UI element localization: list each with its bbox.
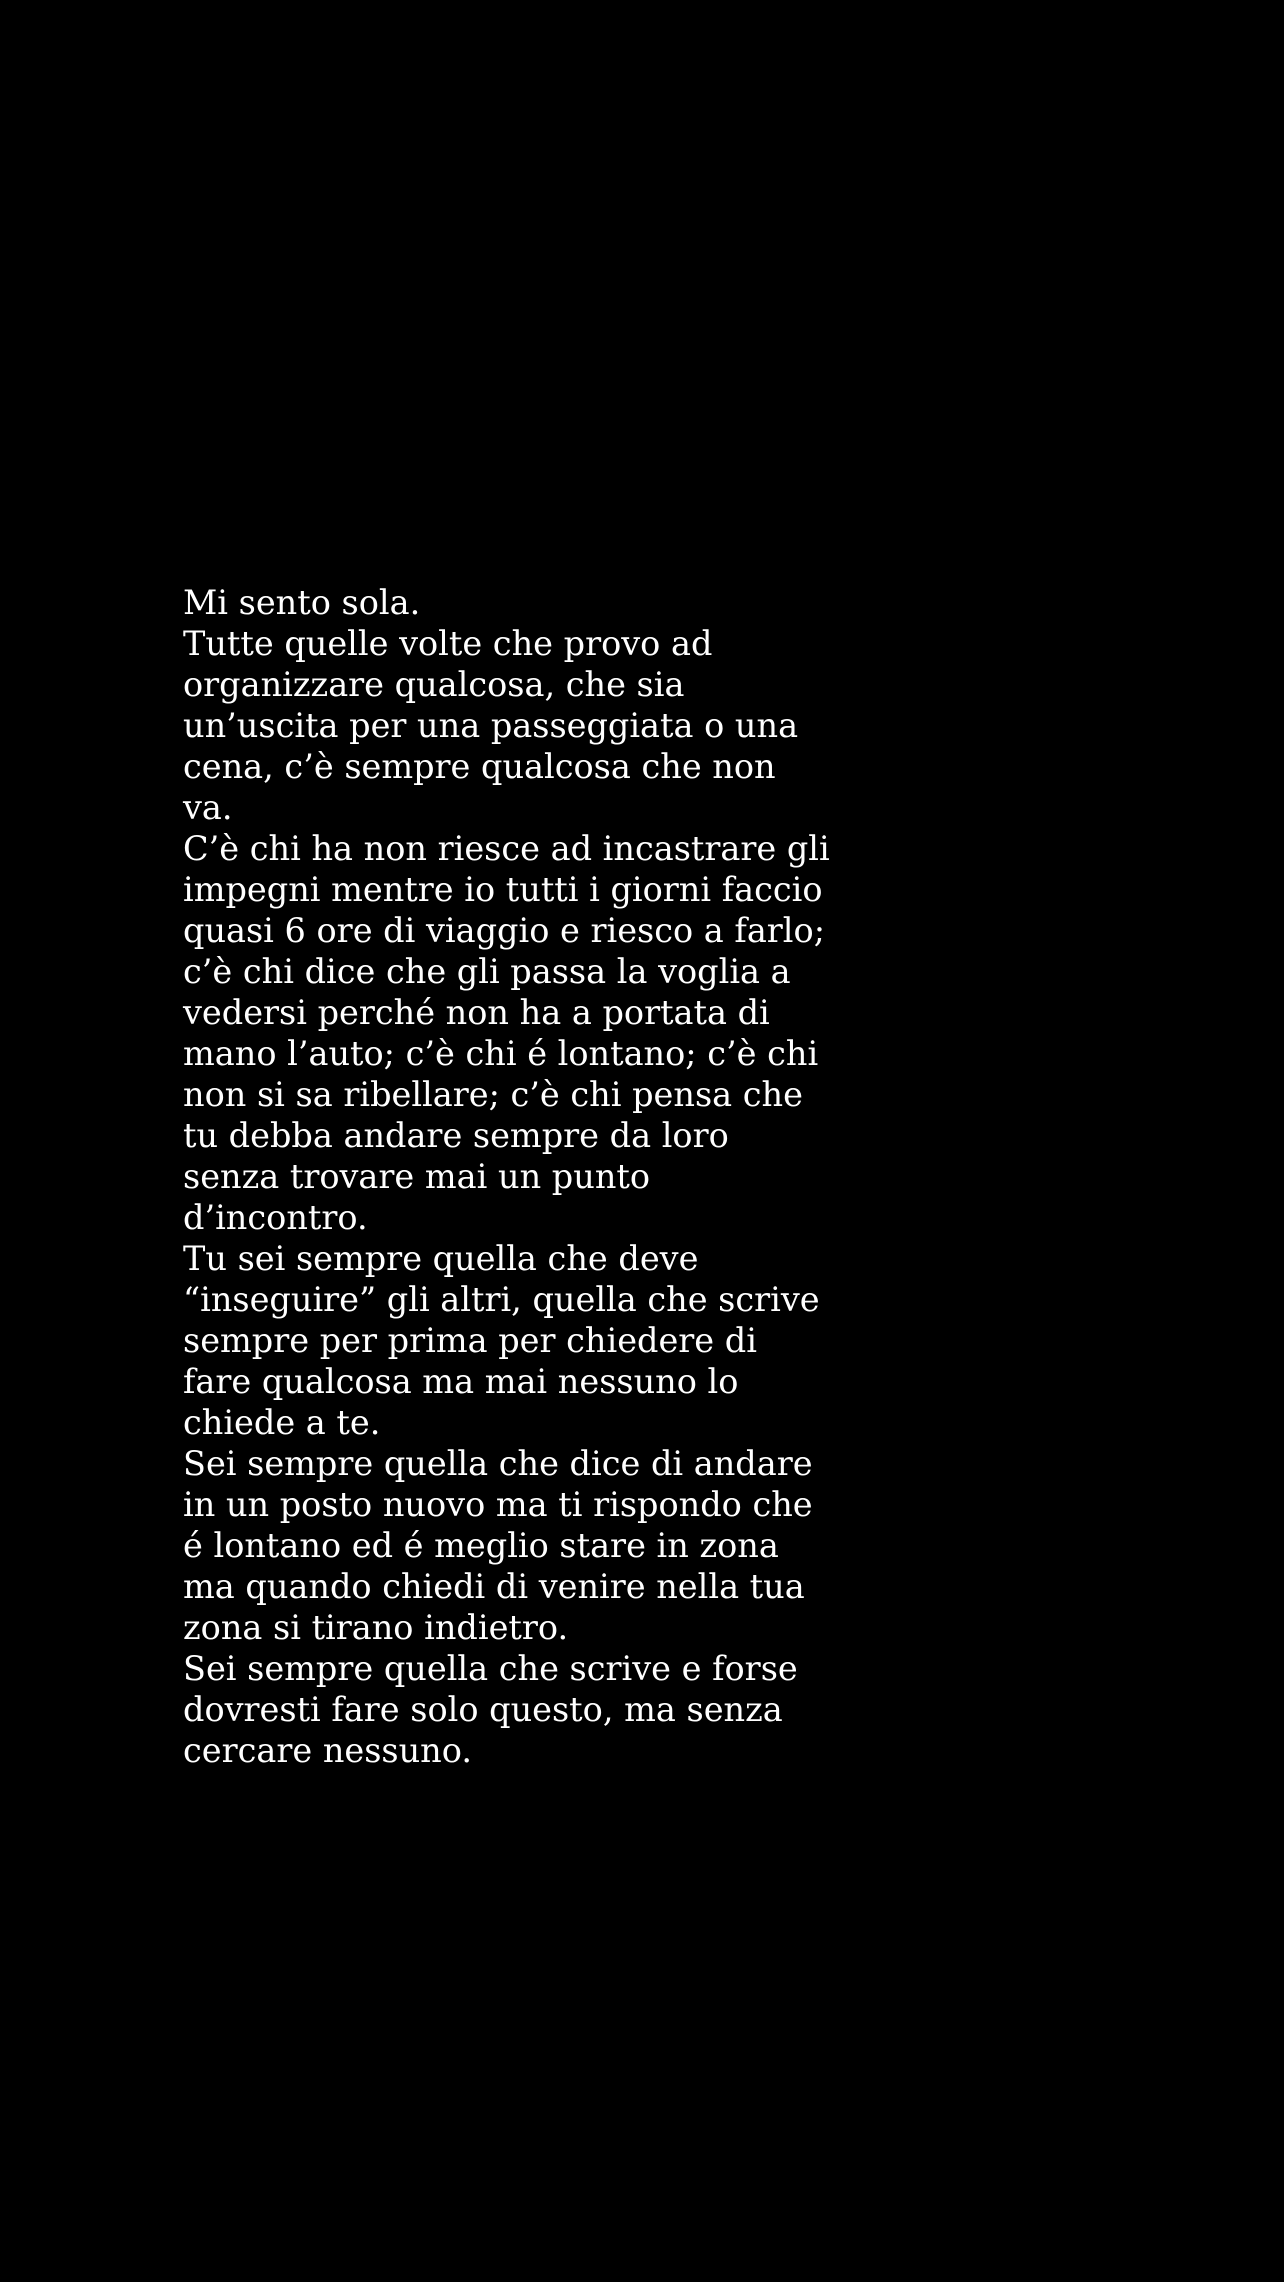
- text-line: organizzare qualcosa, che sia: [183, 665, 685, 704]
- text-line: chiede a te.: [183, 1403, 381, 1442]
- text-line: quasi 6 ore di viaggio e riesco a farlo;: [183, 911, 825, 950]
- text-line: Sei sempre quella che dice di andare: [183, 1444, 813, 1483]
- text-line: senza trovare mai un punto: [183, 1157, 651, 1196]
- text-line: c’è chi dice che gli passa la voglia a: [183, 952, 791, 991]
- text-line: mano l’auto; c’è chi é lontano; c’è chi: [183, 1034, 819, 1073]
- text-line: va.: [183, 788, 233, 827]
- text-line: tu debba andare sempre da loro: [183, 1116, 729, 1155]
- text-line: Mi sento sola.: [183, 583, 421, 622]
- text-line: cercare nessuno.: [183, 1731, 472, 1770]
- text-line: fare qualcosa ma mai nessuno lo: [183, 1362, 739, 1401]
- text-line: C’è chi ha non riesce ad incastrare gli: [183, 829, 830, 868]
- text-line: impegni mentre io tutti i giorni faccio: [183, 870, 823, 909]
- text-line: in un posto nuovo ma ti rispondo che: [183, 1485, 813, 1524]
- text-line: dovresti fare solo questo, ma senza: [183, 1690, 783, 1729]
- text-line: non si sa ribellare; c’è chi pensa che: [183, 1075, 803, 1114]
- note-text: [183, 582, 830, 1771]
- text-line: Tu sei sempre quella che deve: [183, 1239, 699, 1278]
- text-line: d’incontro.: [183, 1198, 368, 1237]
- text-line: ma quando chiedi di venire nella tua: [183, 1567, 805, 1606]
- text-line: “inseguire” gli altri, quella che scrive: [183, 1280, 820, 1319]
- text-line: vedersi perché non ha a portata di: [183, 993, 770, 1032]
- text-line: é lontano ed é meglio stare in zona: [183, 1526, 779, 1565]
- text-line: Tutte quelle volte che provo ad: [183, 624, 713, 663]
- text-line: Sei sempre quella che scrive e forse: [183, 1649, 798, 1688]
- text-line: un’uscita per una passeggiata o una: [183, 706, 799, 745]
- text-line: sempre per prima per chiedere di: [183, 1321, 757, 1360]
- text-line: zona si tirano indietro.: [183, 1608, 569, 1647]
- text-line: cena, c’è sempre qualcosa che non: [183, 747, 776, 786]
